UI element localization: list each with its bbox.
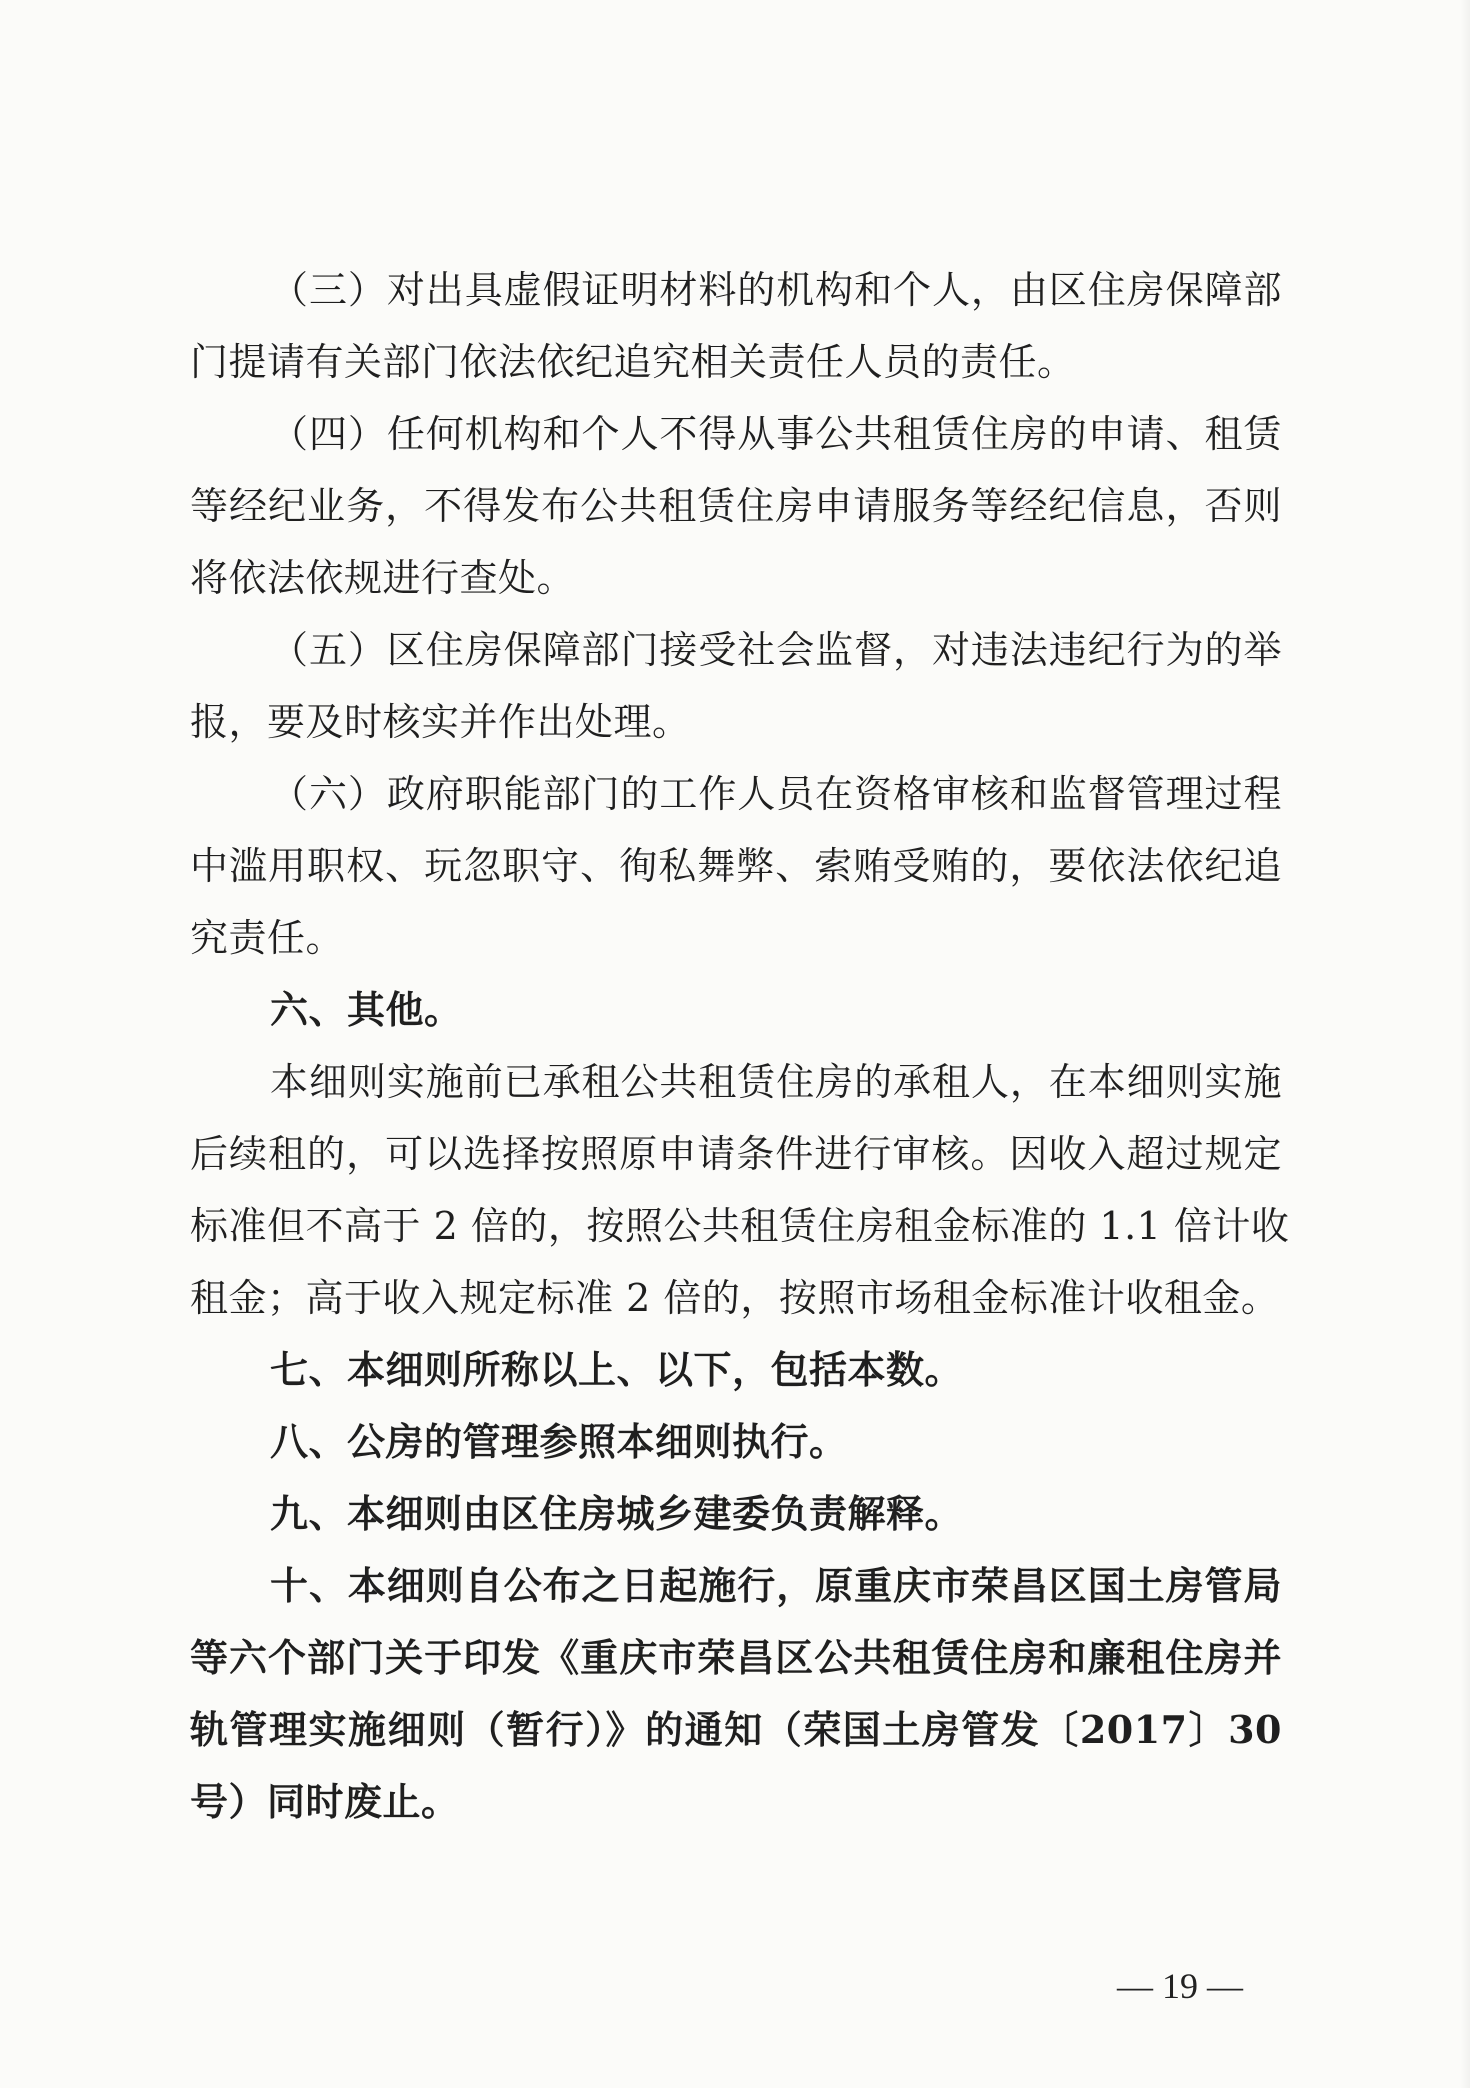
paragraph-p9 (190, 1478, 1282, 1550)
text-line: 本细则实施前已承租公共租赁住房的承租人，在本细则实施 (270, 1060, 1282, 1104)
text-line: 标准但不高于 2 倍的，按照公共租赁住房租金标准的 1.1 倍计收 (190, 1204, 1290, 1248)
page-number: — 19 — (1117, 1966, 1243, 2006)
text-line: 等经纪业务，不得发布公共租赁住房申请服务等经纪信息，否则 (190, 484, 1282, 528)
text-line: 号）同时废止。 (190, 1779, 460, 1824)
text-line: 九、本细则由区住房城乡建委负责解释。 (270, 1491, 964, 1536)
text-line: 报，要及时核实并作出处理。 (190, 700, 691, 744)
text-line: 中滥用职权、玩忽职守、徇私舞弊、索贿受贿的，要依法依纪追 (190, 844, 1282, 888)
paragraph-p7 (190, 1334, 1282, 1406)
paragraph-p2 (190, 398, 1282, 614)
text-line: 将依法依规进行查处。 (190, 556, 576, 600)
paragraph-p8 (190, 1406, 1282, 1478)
text-line: 究责任。 (190, 916, 345, 960)
text-line: 门提请有关部门依法依纪追究相关责任人员的责任。 (190, 340, 1076, 384)
paragraph-p10 (190, 1550, 1282, 1838)
text-line: 后续租的，可以选择按照原申请条件进行审核。因收入超过规定 (190, 1132, 1282, 1176)
text-line: 轨管理实施细则（暂行）》的通知（荣国土房管发〔2017〕30 (190, 1707, 1282, 1752)
text-line: 七、本细则所称以上、以下，包括本数。 (270, 1347, 964, 1392)
text-line: （四）任何机构和个人不得从事公共租赁住房的申请、租赁 (270, 412, 1282, 456)
text-line: 等六个部门关于印发《重庆市荣昌区公共租赁住房和廉租住房并 (190, 1635, 1282, 1680)
document-body (190, 254, 1290, 1838)
paragraph-p6 (190, 1046, 1290, 1334)
text-line: （六）政府职能部门的工作人员在资格审核和监督管理过程 (270, 772, 1282, 816)
paragraph-p1 (190, 254, 1282, 398)
text-line: 十、本细则自公布之日起施行，原重庆市荣昌区国土房管局 (270, 1563, 1282, 1608)
scan-edge-shade (1460, 0, 1470, 2088)
paragraph-p3 (190, 614, 1282, 758)
paragraph-p4 (190, 758, 1282, 974)
text-line: 八、公房的管理参照本细则执行。 (270, 1419, 848, 1464)
text-line: （五）区住房保障部门接受社会监督，对违法违纪行为的举 (270, 628, 1282, 672)
text-line: 租金；高于收入规定标准 2 倍的，按照市场租金标准计收租金。 (190, 1276, 1280, 1320)
text-line: 六、其他。 (270, 987, 463, 1032)
text-line: （三）对出具虚假证明材料的机构和个人，由区住房保障部 (270, 268, 1282, 312)
paragraph-p5 (190, 974, 1282, 1046)
